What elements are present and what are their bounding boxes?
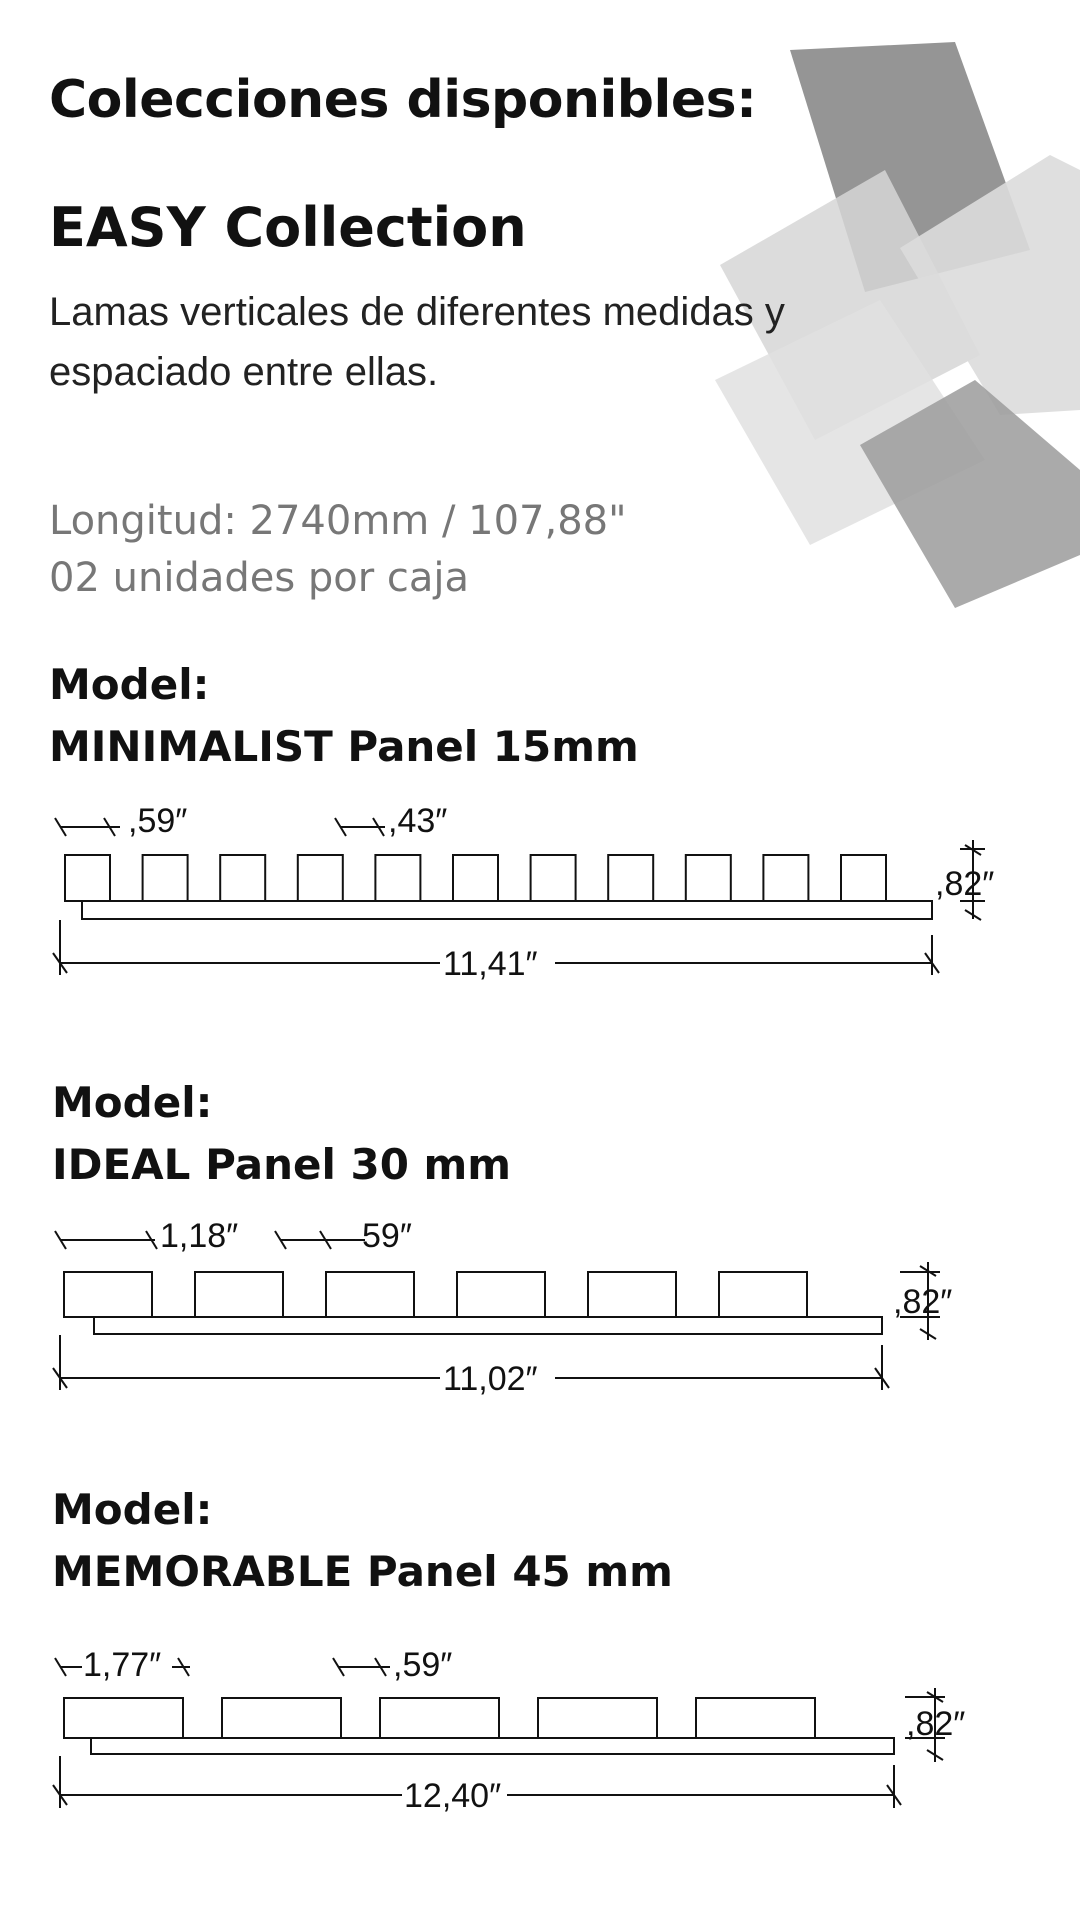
slat xyxy=(298,855,343,901)
slat xyxy=(220,855,265,901)
slat xyxy=(64,1698,183,1738)
slat xyxy=(763,855,808,901)
slat xyxy=(719,1272,807,1317)
dim-total-width: 11,02″ xyxy=(443,1360,538,1398)
slat xyxy=(222,1698,341,1738)
spec-units: 02 unidades por caja xyxy=(49,555,470,601)
slat xyxy=(375,855,420,901)
collection-description: Lamas verticales de diferentes medidas y espaciado entre ellas. xyxy=(49,290,785,394)
panel-profile-drawing-minimalist xyxy=(0,800,1080,1000)
slat xyxy=(696,1698,815,1738)
model-label: Model: xyxy=(49,660,210,709)
slat xyxy=(538,1698,657,1738)
dim-slat-width: 1,77″ xyxy=(83,1646,162,1684)
slat xyxy=(686,855,731,901)
panel-profile-drawing-memorable xyxy=(0,1630,1080,1830)
dim-height: ,82″ xyxy=(893,1283,953,1321)
dim-height: ,82″ xyxy=(935,865,995,903)
slat xyxy=(588,1272,676,1317)
dim-gap-width: 59″ xyxy=(362,1217,412,1255)
slats xyxy=(64,1272,807,1317)
model-name: IDEAL Panel 30 mm xyxy=(52,1140,512,1189)
slat xyxy=(143,855,188,901)
slat xyxy=(195,1272,283,1317)
model-name: MEMORABLE Panel 45 mm xyxy=(52,1547,673,1596)
slats xyxy=(64,1698,815,1738)
dim-total-width: 12,40″ xyxy=(404,1777,502,1815)
slat xyxy=(65,855,110,901)
panel-base xyxy=(82,901,932,919)
dim-gap-width: ,43″ xyxy=(388,802,448,840)
model-label: Model: xyxy=(52,1485,213,1534)
panel-base xyxy=(91,1738,894,1754)
collection-title: EASY Collection xyxy=(49,196,527,259)
dim-slat-width: 1,18″ xyxy=(160,1217,239,1255)
dim-slat-width: ,59″ xyxy=(128,802,188,840)
dim-gap-width: ,59″ xyxy=(393,1646,453,1684)
slat xyxy=(453,855,498,901)
slat xyxy=(457,1272,545,1317)
panel-base xyxy=(94,1317,882,1334)
dim-height: ,82″ xyxy=(906,1705,966,1743)
model-name: MINIMALIST Panel 15mm xyxy=(49,722,639,771)
slat xyxy=(608,855,653,901)
page-title: Colecciones disponibles: xyxy=(49,70,757,130)
slats xyxy=(65,855,886,901)
slat xyxy=(841,855,886,901)
slat xyxy=(326,1272,414,1317)
slat xyxy=(64,1272,152,1317)
slat xyxy=(531,855,576,901)
slat xyxy=(380,1698,499,1738)
spec-length: Longitud: 2740mm / 107,88" xyxy=(49,498,627,544)
dim-total-width: 11,41″ xyxy=(443,945,538,983)
model-label: Model: xyxy=(52,1078,213,1127)
panel-profile-drawing-ideal xyxy=(0,1210,1080,1410)
